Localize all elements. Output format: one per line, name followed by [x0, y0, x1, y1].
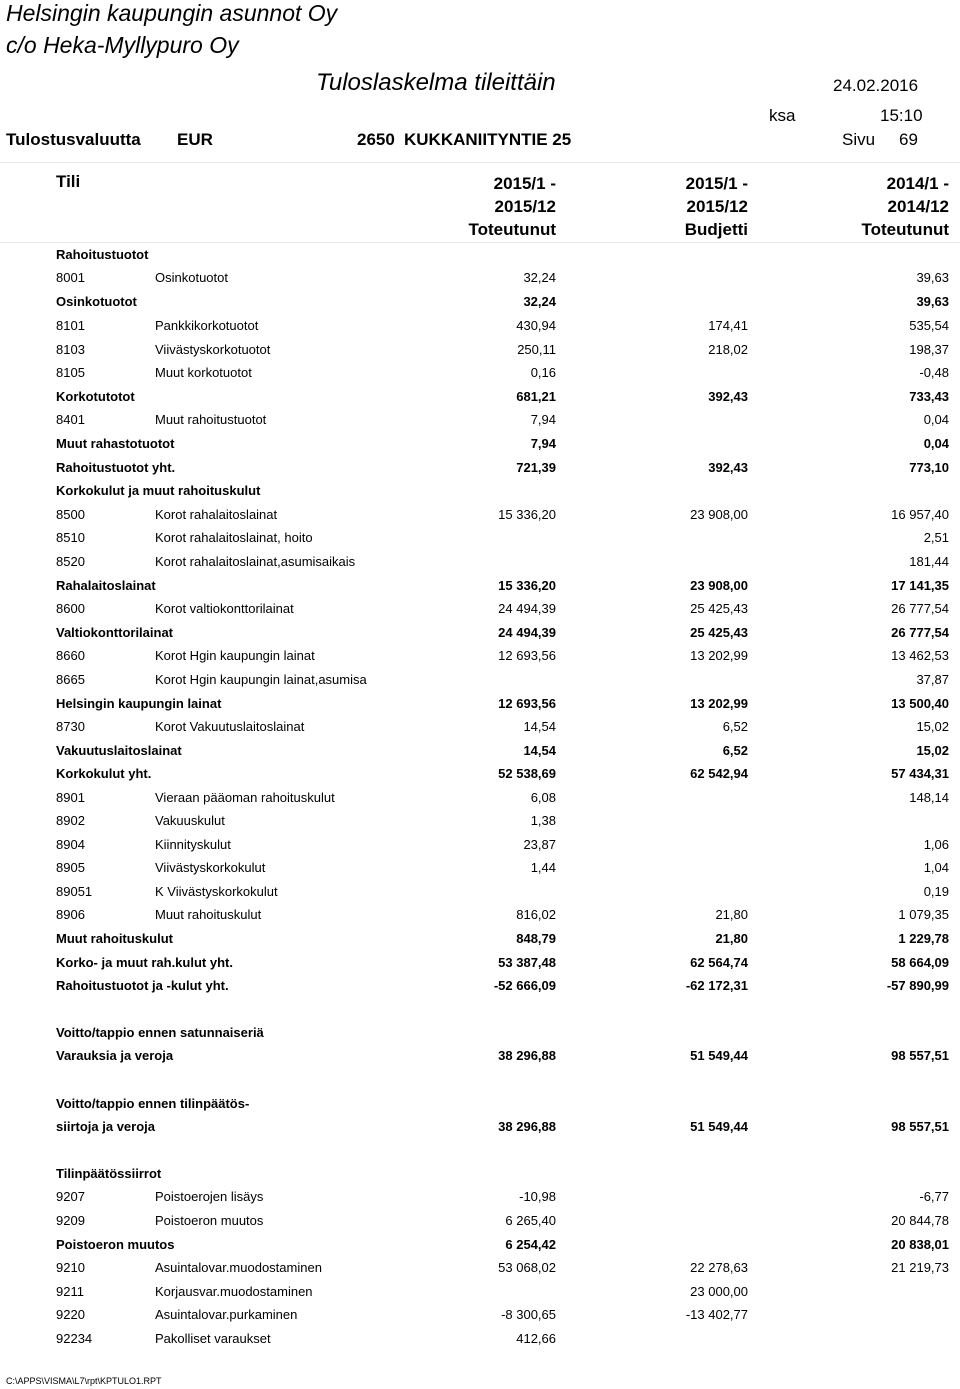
- value-actual-2014: 733,43: [909, 389, 949, 404]
- table-row-subtotal: [0, 433, 960, 455]
- table-row-subtotal: [0, 928, 960, 950]
- value-actual-2014: 0,19: [923, 884, 949, 899]
- value-actual-2015: 721,39: [516, 460, 556, 475]
- value-actual-2015: 7,94: [530, 412, 556, 427]
- value-actual-2014: 1,04: [923, 860, 949, 875]
- value-actual-2015: 12 693,56: [498, 648, 556, 663]
- account-code: Muut rahoituskulut: [56, 931, 173, 946]
- value-actual-2015: -8 300,65: [501, 1307, 556, 1322]
- value-actual-2014: 198,37: [909, 342, 949, 357]
- account-name: Pankkikorkotuotot: [155, 318, 259, 333]
- value-budget-2015: 392,43: [708, 389, 748, 404]
- currency-label: Tulostusvaluutta: [6, 130, 141, 149]
- table-row: [0, 1210, 960, 1232]
- value-actual-2014: -0,48: [919, 365, 949, 380]
- table-row: [0, 1304, 960, 1326]
- account-name: Korot Vakuutuslaitoslainat: [155, 719, 305, 734]
- account-name: Vakuuskulut: [155, 813, 225, 828]
- value-actual-2015: 32,24: [523, 270, 556, 285]
- account-code: Tilinpäätössiirrot: [56, 1166, 162, 1181]
- value-actual-2014: -57 890,99: [886, 978, 949, 993]
- account-name: Asuintalovar.purkaminen: [155, 1307, 298, 1322]
- value-actual-2015: 38 296,88: [498, 1119, 556, 1134]
- account-code: 8520: [56, 554, 85, 569]
- account-code: Rahoitustuotot: [56, 247, 149, 262]
- table-row-subtotal: [0, 457, 960, 479]
- value-budget-2015: 21,80: [715, 907, 748, 922]
- account-code: Poistoeron muutos: [56, 1237, 175, 1252]
- value-actual-2014: 0,04: [923, 412, 949, 427]
- account-name: Korot Hgin kaupungin lainat,asumisa: [155, 672, 367, 687]
- account-code: Rahoitustuotot yht.: [56, 460, 176, 475]
- value-budget-2015: 51 549,44: [690, 1119, 748, 1134]
- table-row: [0, 1257, 960, 1279]
- value-actual-2014: 13 462,53: [891, 648, 949, 663]
- value-actual-2014: 57 434,31: [891, 766, 949, 781]
- account-code: 9211: [56, 1284, 84, 1299]
- value-budget-2015: 23 908,00: [690, 507, 748, 522]
- account-code: Voitto/tappio ennen tilinpäätös-: [56, 1096, 250, 1111]
- value-actual-2014: 16 957,40: [891, 507, 949, 522]
- value-actual-2014: 2,51: [923, 530, 949, 545]
- account-code: 8600: [56, 601, 85, 616]
- value-budget-2015: 174,41: [708, 318, 748, 333]
- table-row: [0, 881, 960, 903]
- report-title: Tuloslaskelma tileittäin: [316, 69, 556, 96]
- value-actual-2015: 38 296,88: [498, 1048, 556, 1063]
- account-code: Vakuutuslaitoslainat: [56, 743, 182, 758]
- account-code: 92234: [56, 1331, 93, 1346]
- account-code: 9207: [56, 1189, 85, 1204]
- table-row: [0, 409, 960, 431]
- account-name: Muut korkotuotot: [155, 365, 252, 380]
- value-budget-2015: 218,02: [708, 342, 748, 357]
- value-actual-2015: 24 494,39: [498, 625, 556, 640]
- account-code: 9210: [56, 1260, 85, 1275]
- value-actual-2015: 15 336,20: [498, 578, 556, 593]
- value-actual-2015: 6 265,40: [505, 1213, 556, 1228]
- account-name: Korot rahalaitoslainat,asumisaikais: [155, 554, 356, 569]
- account-code: 8730: [56, 719, 85, 734]
- property-name: KUKKANIITYNTIE 25: [404, 130, 572, 149]
- value-budget-2015: 392,43: [708, 460, 748, 475]
- value-budget-2015: 25 425,43: [690, 601, 748, 616]
- value-actual-2014: 13 500,40: [891, 696, 949, 711]
- account-code: 8905: [56, 860, 85, 875]
- value-actual-2015: 250,11: [517, 342, 556, 357]
- value-actual-2014: -6,77: [919, 1189, 949, 1204]
- account-code: 89051: [56, 884, 93, 899]
- value-budget-2015: 6,52: [722, 719, 748, 734]
- table-row-subtotal: [0, 693, 960, 715]
- table-row-subtotal: [0, 1045, 960, 1067]
- account-code: 8904: [56, 837, 85, 852]
- value-actual-2015: 1,44: [530, 860, 556, 875]
- value-actual-2015: 848,79: [516, 931, 556, 946]
- value-actual-2015: 6 254,42: [505, 1237, 556, 1252]
- value-actual-2015: 53 387,48: [498, 955, 556, 970]
- account-name: Korot rahalaitoslainat: [155, 507, 278, 522]
- value-budget-2015: 22 278,63: [690, 1260, 748, 1275]
- account-code: 8510: [56, 530, 85, 545]
- table-row: [0, 1281, 960, 1303]
- table-row: [0, 645, 960, 667]
- value-actual-2014: 1 229,78: [898, 931, 949, 946]
- value-actual-2015: 816,02: [516, 907, 556, 922]
- account-name: Korot Hgin kaupungin lainat: [155, 648, 315, 663]
- table-row-subtotal: [0, 1234, 960, 1256]
- value-actual-2015: 32,24: [523, 294, 556, 309]
- account-code: 8500: [56, 507, 85, 522]
- account-code: 8906: [56, 907, 85, 922]
- value-actual-2014: 773,10: [909, 460, 949, 475]
- value-actual-2014: 21 219,73: [891, 1260, 949, 1275]
- table-row: [0, 1328, 960, 1350]
- value-actual-2015: 412,66: [516, 1331, 556, 1346]
- value-actual-2015: 430,94: [516, 318, 556, 333]
- table-row-subtotal: [0, 975, 960, 997]
- account-name: Korjausvar.muodostaminen: [155, 1284, 313, 1299]
- column-header-account: Tili: [56, 172, 81, 191]
- table-row: [0, 834, 960, 856]
- report-file-path: C:\APPS\VISMA\L7\rpt\KPTULO1.RPT: [6, 1376, 162, 1386]
- account-code: Muut rahastotuotot: [56, 436, 175, 451]
- value-actual-2015: 6,08: [530, 790, 556, 805]
- account-name: Osinkotuotot: [155, 270, 228, 285]
- account-code: Korkokulut yht.: [56, 766, 152, 781]
- account-name: Asuintalovar.muodostaminen: [155, 1260, 322, 1275]
- account-name: Korot rahalaitoslainat, hoito: [155, 530, 313, 545]
- account-code: 8401: [56, 412, 85, 427]
- table-row: [0, 551, 960, 573]
- account-name: Kiinnityskulut: [155, 837, 231, 852]
- value-budget-2015: 25 425,43: [690, 625, 748, 640]
- account-name: Muut rahoituskulut: [155, 907, 262, 922]
- account-code: Rahalaitoslainat: [56, 578, 156, 593]
- value-actual-2014: 26 777,54: [891, 625, 949, 640]
- value-budget-2015: -13 402,77: [685, 1307, 748, 1322]
- account-code: 8901: [56, 790, 85, 805]
- account-code: 8665: [56, 672, 85, 687]
- account-code: 9220: [56, 1307, 85, 1322]
- account-code: 8660: [56, 648, 85, 663]
- value-actual-2014: 181,44: [909, 554, 949, 569]
- account-code: Varauksia ja veroja: [56, 1048, 174, 1063]
- account-code: Helsingin kaupungin lainat: [56, 696, 222, 711]
- value-actual-2015: 0,16: [530, 365, 556, 380]
- value-actual-2015: 681,21: [516, 389, 556, 404]
- value-budget-2015: 6,52: [722, 743, 748, 758]
- value-budget-2015: 62 542,94: [690, 766, 748, 781]
- account-code: Valtiokonttorilainat: [56, 625, 174, 640]
- report-user: ksa: [769, 106, 796, 125]
- table-row-subtotal: [0, 291, 960, 313]
- table-row-subtotal: [0, 244, 960, 266]
- company-name-line2: c/o Heka-Myllypuro Oy: [6, 32, 239, 58]
- page-number: 69: [899, 130, 918, 149]
- value-actual-2014: 20 838,01: [891, 1237, 949, 1252]
- value-actual-2015: 23,87: [523, 837, 556, 852]
- value-actual-2015: 15 336,20: [498, 507, 556, 522]
- currency-value: EUR: [177, 130, 213, 149]
- value-actual-2014: 39,63: [916, 294, 949, 309]
- value-actual-2015: 1,38: [530, 813, 556, 828]
- value-actual-2015: 14,54: [523, 743, 556, 758]
- value-actual-2015: 52 538,69: [498, 766, 556, 781]
- table-row-subtotal: [0, 622, 960, 644]
- account-code: Rahoitustuotot ja -kulut yht.: [56, 978, 229, 993]
- account-code: 8103: [56, 342, 85, 357]
- value-actual-2014: 98 557,51: [891, 1119, 949, 1134]
- table-row: [0, 527, 960, 549]
- table-row: [0, 810, 960, 832]
- table-row-subtotal: [0, 1093, 960, 1115]
- table-row: [0, 904, 960, 926]
- value-actual-2014: 26 777,54: [891, 601, 949, 616]
- account-name: Vieraan pääoman rahoituskulut: [155, 790, 335, 805]
- table-row-subtotal: [0, 1116, 960, 1138]
- value-budget-2015: 62 564,74: [690, 955, 748, 970]
- table-row-subtotal: [0, 1022, 960, 1044]
- table-row: [0, 1186, 960, 1208]
- value-actual-2014: 0,04: [923, 436, 949, 451]
- account-code: 8001: [56, 270, 85, 285]
- column-header-budget-2015: 2015/1 - 2015/12 Budjetti: [684, 174, 748, 239]
- account-code: Korkokulut ja muut rahoituskulut: [56, 483, 261, 498]
- account-name: Pakolliset varaukset: [155, 1331, 271, 1346]
- table-row: [0, 267, 960, 289]
- header-divider: [0, 162, 960, 163]
- table-row: [0, 669, 960, 691]
- value-budget-2015: 21,80: [715, 931, 748, 946]
- account-name: K Viivästyskorkokulut: [155, 884, 278, 899]
- value-actual-2015: 12 693,56: [498, 696, 556, 711]
- table-row-subtotal: [0, 763, 960, 785]
- table-row: [0, 787, 960, 809]
- value-actual-2015: -10,98: [519, 1189, 556, 1204]
- table-row: [0, 504, 960, 526]
- table-row-subtotal: [0, 480, 960, 502]
- account-code: siirtoja ja veroja: [56, 1119, 155, 1134]
- account-name: Poistoeron muutos: [155, 1213, 264, 1228]
- page-label: Sivu: [842, 130, 876, 149]
- value-actual-2014: 98 557,51: [891, 1048, 949, 1063]
- account-code: 8902: [56, 813, 85, 828]
- account-code: Osinkotuotot: [56, 294, 137, 309]
- value-actual-2015: 7,94: [530, 436, 556, 451]
- value-actual-2015: 24 494,39: [498, 601, 556, 616]
- value-budget-2015: 13 202,99: [690, 696, 748, 711]
- value-budget-2015: 51 549,44: [690, 1048, 748, 1063]
- table-row-subtotal: [0, 1163, 960, 1185]
- table-row: [0, 362, 960, 384]
- value-actual-2014: 37,87: [916, 672, 949, 687]
- value-actual-2014: 148,14: [909, 790, 949, 805]
- report-date: 24.02.2016: [833, 76, 919, 95]
- column-header-divider: [0, 242, 960, 243]
- account-code: Korko- ja muut rah.kulut yht.: [56, 955, 233, 970]
- table-row-subtotal: [0, 740, 960, 762]
- value-budget-2015: 23 908,00: [690, 578, 748, 593]
- table-row: [0, 857, 960, 879]
- value-actual-2014: 39,63: [916, 270, 949, 285]
- account-name: Poistoerojen lisäys: [155, 1189, 264, 1204]
- table-row: [0, 315, 960, 337]
- value-actual-2014: 58 664,09: [891, 955, 949, 970]
- table-row: [0, 598, 960, 620]
- value-actual-2014: 15,02: [916, 743, 949, 758]
- value-budget-2015: 13 202,99: [690, 648, 748, 663]
- table-row-subtotal: [0, 575, 960, 597]
- report-time: 15:10: [880, 106, 923, 125]
- value-budget-2015: -62 172,31: [685, 978, 748, 993]
- account-code: 8101: [56, 318, 85, 333]
- account-code: 9209: [56, 1213, 85, 1228]
- value-actual-2015: 14,54: [523, 719, 556, 734]
- account-name: Viivästyskorkokulut: [155, 860, 266, 875]
- value-actual-2014: 535,54: [909, 318, 949, 333]
- value-actual-2014: 1 079,35: [898, 907, 949, 922]
- table-row: [0, 339, 960, 361]
- value-actual-2014: 17 141,35: [891, 578, 949, 593]
- account-name: Viivästyskorkotuotot: [155, 342, 271, 357]
- account-code: 8105: [56, 365, 85, 380]
- table-row: [0, 716, 960, 738]
- column-header-actual-2014: 2014/1 - 2014/12 Toteutunut: [861, 174, 949, 239]
- column-header-actual-2015: 2015/1 - 2015/12 Toteutunut: [468, 174, 556, 239]
- account-name: Korot valtiokonttorilainat: [155, 601, 294, 616]
- account-code: Voitto/tappio ennen satunnaiseriä: [56, 1025, 264, 1040]
- value-actual-2014: 20 844,78: [891, 1213, 949, 1228]
- property-code: 2650: [357, 130, 395, 149]
- table-row-subtotal: [0, 952, 960, 974]
- value-actual-2014: 15,02: [916, 719, 949, 734]
- value-actual-2015: -52 666,09: [493, 978, 556, 993]
- value-budget-2015: 23 000,00: [690, 1284, 748, 1299]
- table-row-subtotal: [0, 386, 960, 408]
- company-name-line1: Helsingin kaupungin asunnot Oy: [6, 0, 338, 26]
- account-code: Korkotutotot: [56, 389, 135, 404]
- account-name: Muut rahoitustuotot: [155, 412, 267, 427]
- value-actual-2014: 1,06: [923, 837, 949, 852]
- value-actual-2015: 53 068,02: [498, 1260, 556, 1275]
